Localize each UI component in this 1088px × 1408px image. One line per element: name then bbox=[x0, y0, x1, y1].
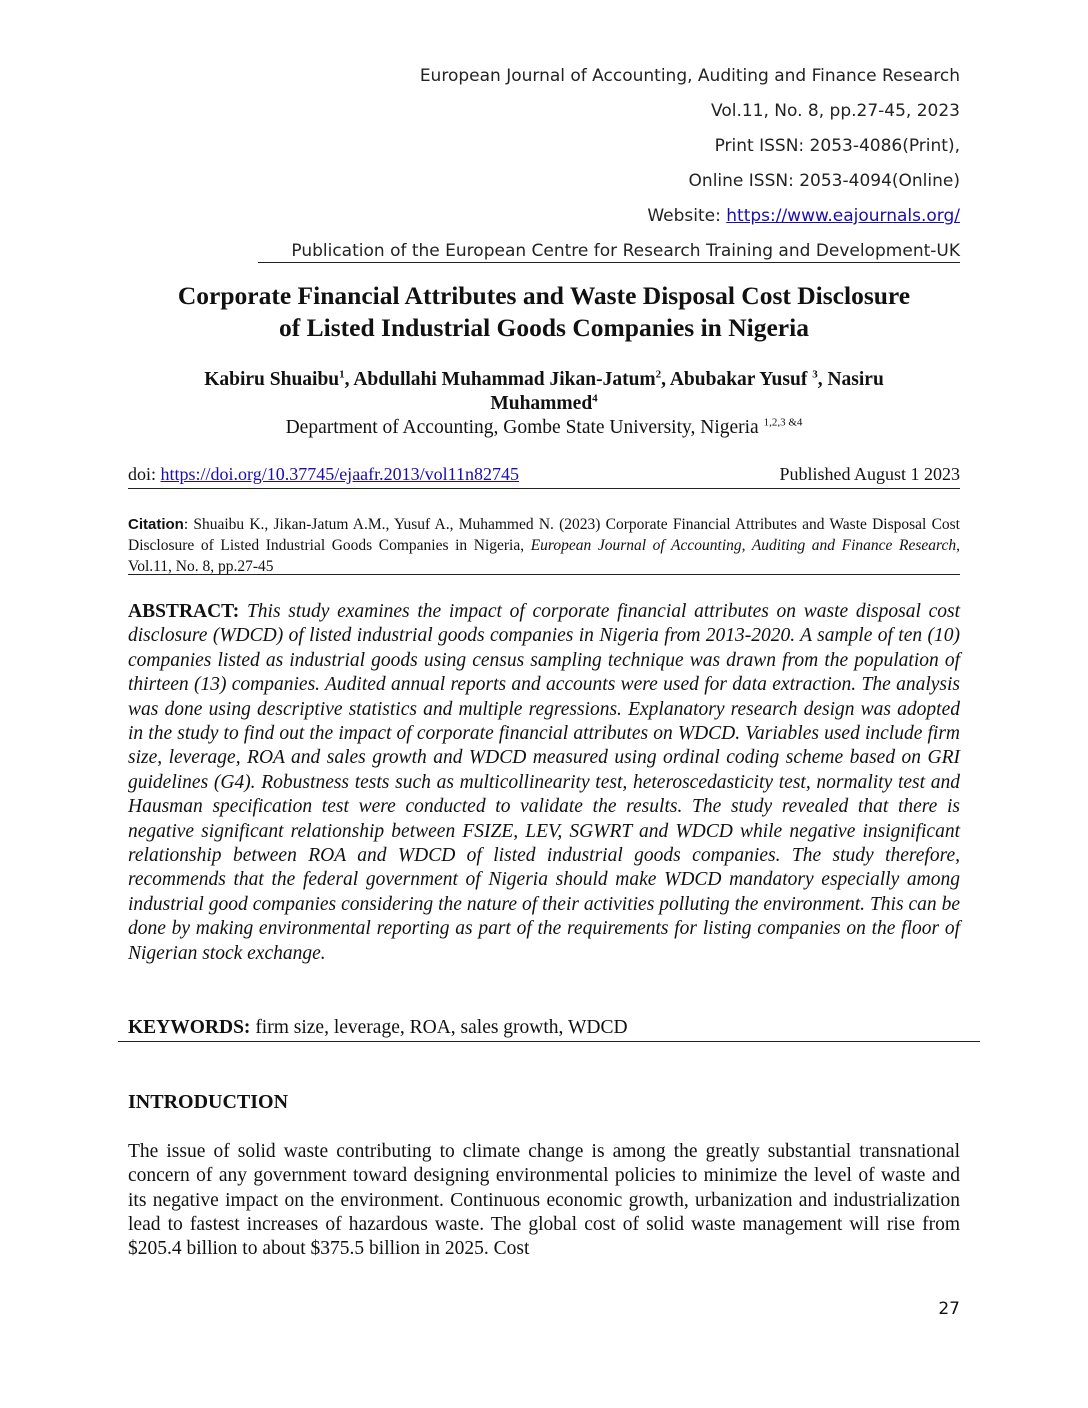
citation bbox=[128, 514, 960, 577]
keywords bbox=[128, 1017, 960, 1039]
journal-name: European Journal of Accounting, Auditing and Finance Research bbox=[419, 66, 960, 86]
keywords-divider bbox=[118, 1041, 980, 1042]
page-number: 27 bbox=[938, 1299, 960, 1319]
doi-label: doi: bbox=[128, 464, 161, 484]
keywords-label: KEYWORDS: bbox=[128, 1017, 251, 1038]
citation-label: Citation bbox=[128, 516, 184, 533]
published-date: Published August 1 2023 bbox=[779, 464, 960, 484]
print-issn: Print ISSN: 2053-4086(Print), bbox=[714, 136, 960, 156]
website-line bbox=[647, 206, 960, 226]
publisher-line: Publication of the European Centre for Research Training and Development-UK bbox=[291, 241, 960, 261]
citation-volume: , Vol.11, No. 8, pp.27-45 bbox=[128, 537, 960, 575]
website-link[interactable]: https://www.eajournals.org/ bbox=[726, 206, 960, 226]
author-3-sup: 3 bbox=[812, 368, 818, 381]
author-1: Kabiru Shuaibu bbox=[204, 369, 340, 390]
author-1-sup: 1 bbox=[339, 368, 345, 381]
author-4: , Nasiru bbox=[817, 369, 884, 390]
header-divider bbox=[258, 262, 960, 263]
doi-line bbox=[128, 464, 960, 485]
affiliation bbox=[128, 416, 960, 440]
paper-title bbox=[128, 280, 960, 344]
citation-text: : Shuaibu K., Jikan-Jatum A.M., Yusuf A., Muhammed N. (2023) Corporate Financial Attributes and Waste Disposal Cost Disclosure of Listed Industrial Goods Companies in Nigeria, bbox=[128, 516, 960, 554]
affiliation-text: Department of Accounting, Gombe State University, Nigeria bbox=[285, 417, 764, 438]
author-4-surname: Muhammed bbox=[490, 393, 593, 414]
doi-divider bbox=[128, 488, 960, 489]
citation-journal: European Journal of Accounting, Auditing and Finance Research bbox=[530, 537, 957, 554]
introduction-heading: INTRODUCTION bbox=[128, 1091, 289, 1113]
authors bbox=[128, 368, 960, 416]
website-label: Website: bbox=[647, 206, 727, 226]
author-2: , Abdullahi Muhammad Jikan-Jatum bbox=[344, 369, 656, 390]
affiliation-sup: 1,2,3 &4 bbox=[763, 416, 803, 429]
title-line-2: of Listed Industrial Goods Companies in Nigeria bbox=[279, 313, 809, 342]
online-issn: Online ISSN: 2053-4094(Online) bbox=[688, 171, 960, 191]
doi-link[interactable]: https://doi.org/10.37745/ejaafr.2013/vol11n82745 bbox=[160, 464, 519, 484]
abstract-text: This study examines the impact of corporate financial attributes on waste disposal cost disclosure (WDCD) of listed industrial goods companies in Nigeria from 2013-2020. A sample of ten (10) companies listed as industrial goods using census sampling technique was drawn from the population of thirteen (13) companies. Audited annual reports and accounts were used for data extraction. The analysis was done using descriptive statistics and multiple regressions. Explanatory research design was adopted in the study to find out the impact of corporate financial attributes on WDCD. Variables used include firm size, leverage, ROA and sales growth and WDCD measured using ordinal coding scheme based on GRI guidelines (G4). Robustness tests such as multicollinearity test, heteroscedasticity test, normality test and Hausman specification test were conducted to validate the results. The study revealed that there is negative significant relationship between FSIZE, LEV, SGWRT and WDCD while negative insignificant relationship between ROA and WDCD of listed industrial goods companies. The study therefore, recommends that the federal government of Nigeria should make WDCD mandatory especially among industrial good companies considering the nature of their activities polluting the environment. This can be done by making environmental reporting as part of the requirements for listing companies on the floor of Nigerian stock exchange. bbox=[128, 601, 960, 964]
citation-divider bbox=[128, 574, 960, 575]
abstract bbox=[128, 600, 960, 966]
title-line-1: Corporate Financial Attributes and Waste Disposal Cost Disclosure bbox=[177, 281, 911, 310]
abstract-label: ABSTRACT: bbox=[128, 601, 240, 622]
introduction-paragraph: The issue of solid waste contributing to climate change is among the greatly substantial transnational concern of any government toward designing environmental policies to minimize the level of waste and its negative impact on the environment. Continuous economic growth, urbanization and industrialization lead to fastest increases of hazardous waste. The global cost of solid waste management will rise from $205.4 billion to about $375.5 billion in 2025. Cost bbox=[128, 1141, 960, 1260]
author-3: , Abubakar Yusuf bbox=[661, 369, 813, 390]
author-2-sup: 2 bbox=[655, 368, 662, 381]
volume-info: Vol.11, No. 8, pp.27-45, 2023 bbox=[711, 101, 960, 121]
keywords-text: firm size, leverage, ROA, sales growth, WDCD bbox=[250, 1017, 628, 1038]
author-4-sup: 4 bbox=[592, 392, 598, 405]
